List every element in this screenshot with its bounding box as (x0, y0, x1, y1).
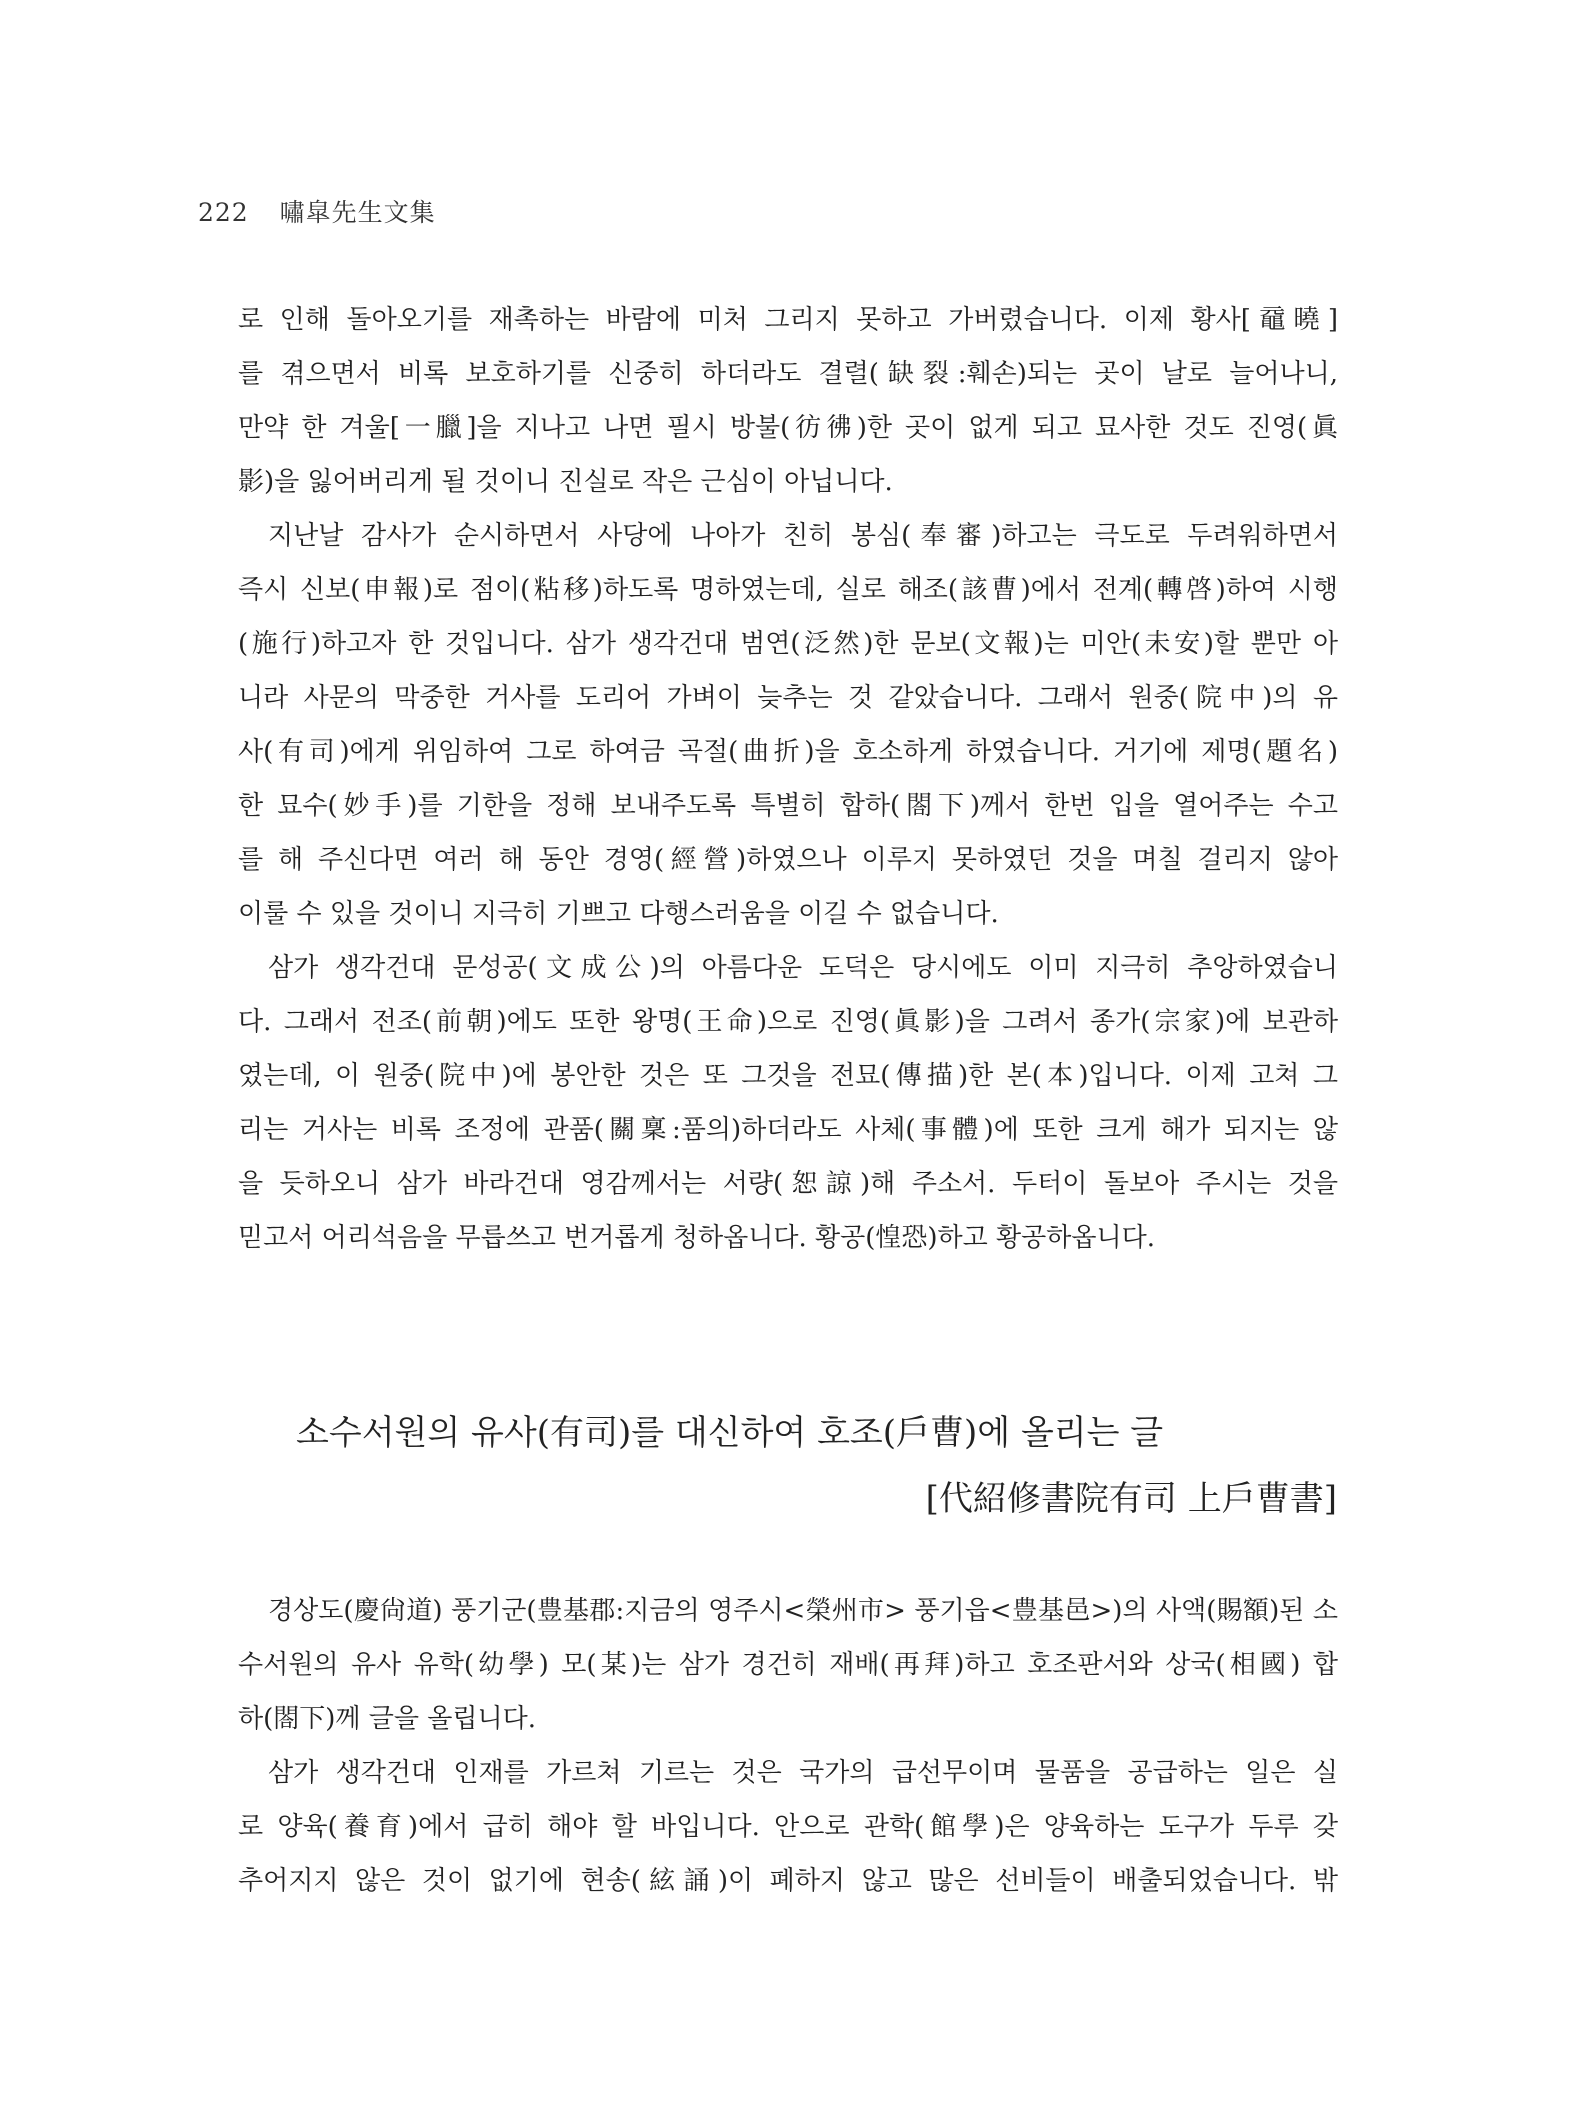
book-title: 嘯皐先生文集 (279, 198, 436, 227)
text-line: (施行)하고자 한 것입니다. 삼가 생각건대 범연(泛然)한 문보(文報)는 미안(未安)할 뿐만 아 (238, 629, 1338, 659)
running-header (198, 193, 436, 229)
text-line: 로 인해 돌아오기를 재촉하는 바람에 미처 그리지 못하고 가버렸습니다. 이제 황사[黿曉] (238, 305, 1338, 335)
text-line: 믿고서 어리석음을 무릅쓰고 번거롭게 청하옵니다. 황공(惶恐)하고 황공하옵니다. (238, 1223, 1156, 1253)
text-line: 만약 한 겨울[一臘]을 지나고 나면 필시 방불(彷彿)한 곳이 없게 되고 묘사한 것도 진영(眞 (238, 413, 1338, 443)
page-number: 222 (198, 198, 249, 227)
paragraph-start-line: 삼가 생각건대 문성공(文成公)의 아름다운 도덕은 당시에도 이미 지극히 추앙하였습니 (268, 953, 1338, 983)
text-line: 로 양육(養育)에서 급히 해야 할 바입니다. 안으로 관학(館學)은 양육하는 도구가 두루 갖 (238, 1812, 1338, 1842)
text-line: 즉시 신보(申報)로 점이(粘移)하도록 명하였는데, 실로 해조(該曹)에서 전계(轉啓)하여 시행 (238, 575, 1338, 605)
paragraph-start-line: 지난날 감사가 순시하면서 사당에 나아가 친히 봉심(奉審)하고는 극도로 두려워하면서 (268, 521, 1338, 551)
text-line: 를 겪으면서 비록 보호하기를 신중히 하더라도 결렬(缺裂:훼손)되는 곳이 날로 늘어나니, (238, 359, 1338, 389)
text-line: 니라 사문의 막중한 거사를 도리어 가벼이 늦추는 것 같았습니다. 그래서 원중(院中)의 유 (238, 683, 1338, 713)
text-line: 사(有司)에게 위임하여 그로 하여금 곡절(曲折)을 호소하게 하였습니다. 거기에 제명(題名) (238, 737, 1338, 767)
text-line: 다. 그래서 전조(前朝)에도 또한 왕명(王命)으로 진영(眞影)을 그려서 종가(宗家)에 보관하 (238, 1007, 1338, 1037)
text-line: 을 듯하오니 삼가 바라건대 영감께서는 서량(恕諒)해 주소서. 두터이 돌보아 주시는 것을 (238, 1169, 1338, 1199)
text-line: 한 묘수(妙手)를 기한을 정해 보내주도록 특별히 합하(閤下)께서 한번 입을 열어주는 수고 (238, 791, 1338, 821)
text-line: 를 해 주신다면 여러 해 동안 경영(經營)하였으나 이루지 못하였던 것을 며칠 걸리지 않아 (238, 845, 1338, 875)
text-line: 하(閤下)께 글을 올립니다. (238, 1704, 537, 1734)
text-line: 추어지지 않은 것이 없기에 현송(絃誦)이 폐하지 않고 많은 선비들이 배출되었습니다. 밖 (238, 1866, 1338, 1896)
text-line: 수서원의 유사 유학(幼學) 모(某)는 삼가 경건히 재배(再拜)하고 호조판서와 상국(相國) 합 (238, 1650, 1338, 1680)
text-line: 리는 거사는 비록 조정에 관품(關稟:품의)하더라도 사체(事體)에 또한 크게 해가 되지는 않 (238, 1115, 1338, 1145)
paragraph-start-line: 삼가 생각건대 인재를 가르쳐 기르는 것은 국가의 급선무이며 물품을 공급하는 일은 실 (268, 1758, 1338, 1788)
section-title-hanja: [代紹修書院有司 上戶曹書] (925, 1479, 1337, 1519)
section-title-korean: 소수서원의 유사(有司)를 대신하여 호조(戶曹)에 올리는 글 (296, 1413, 1164, 1453)
text-line: 였는데, 이 원중(院中)에 봉안한 것은 또 그것을 전묘(傳描)한 본(本)입니다. 이제 고쳐 그 (238, 1061, 1338, 1091)
text-line: 이룰 수 있을 것이니 지극히 기쁘고 다행스러움을 이길 수 없습니다. (238, 899, 999, 929)
text-line: 影)을 잃어버리게 될 것이니 진실로 작은 근심이 아닙니다. (238, 467, 893, 497)
paragraph-start-line: 경상도(慶尙道) 풍기군(豊基郡:지금의 영주시<榮州市> 풍기읍<豊基邑>)의 사액(賜額)된 소 (268, 1596, 1338, 1626)
